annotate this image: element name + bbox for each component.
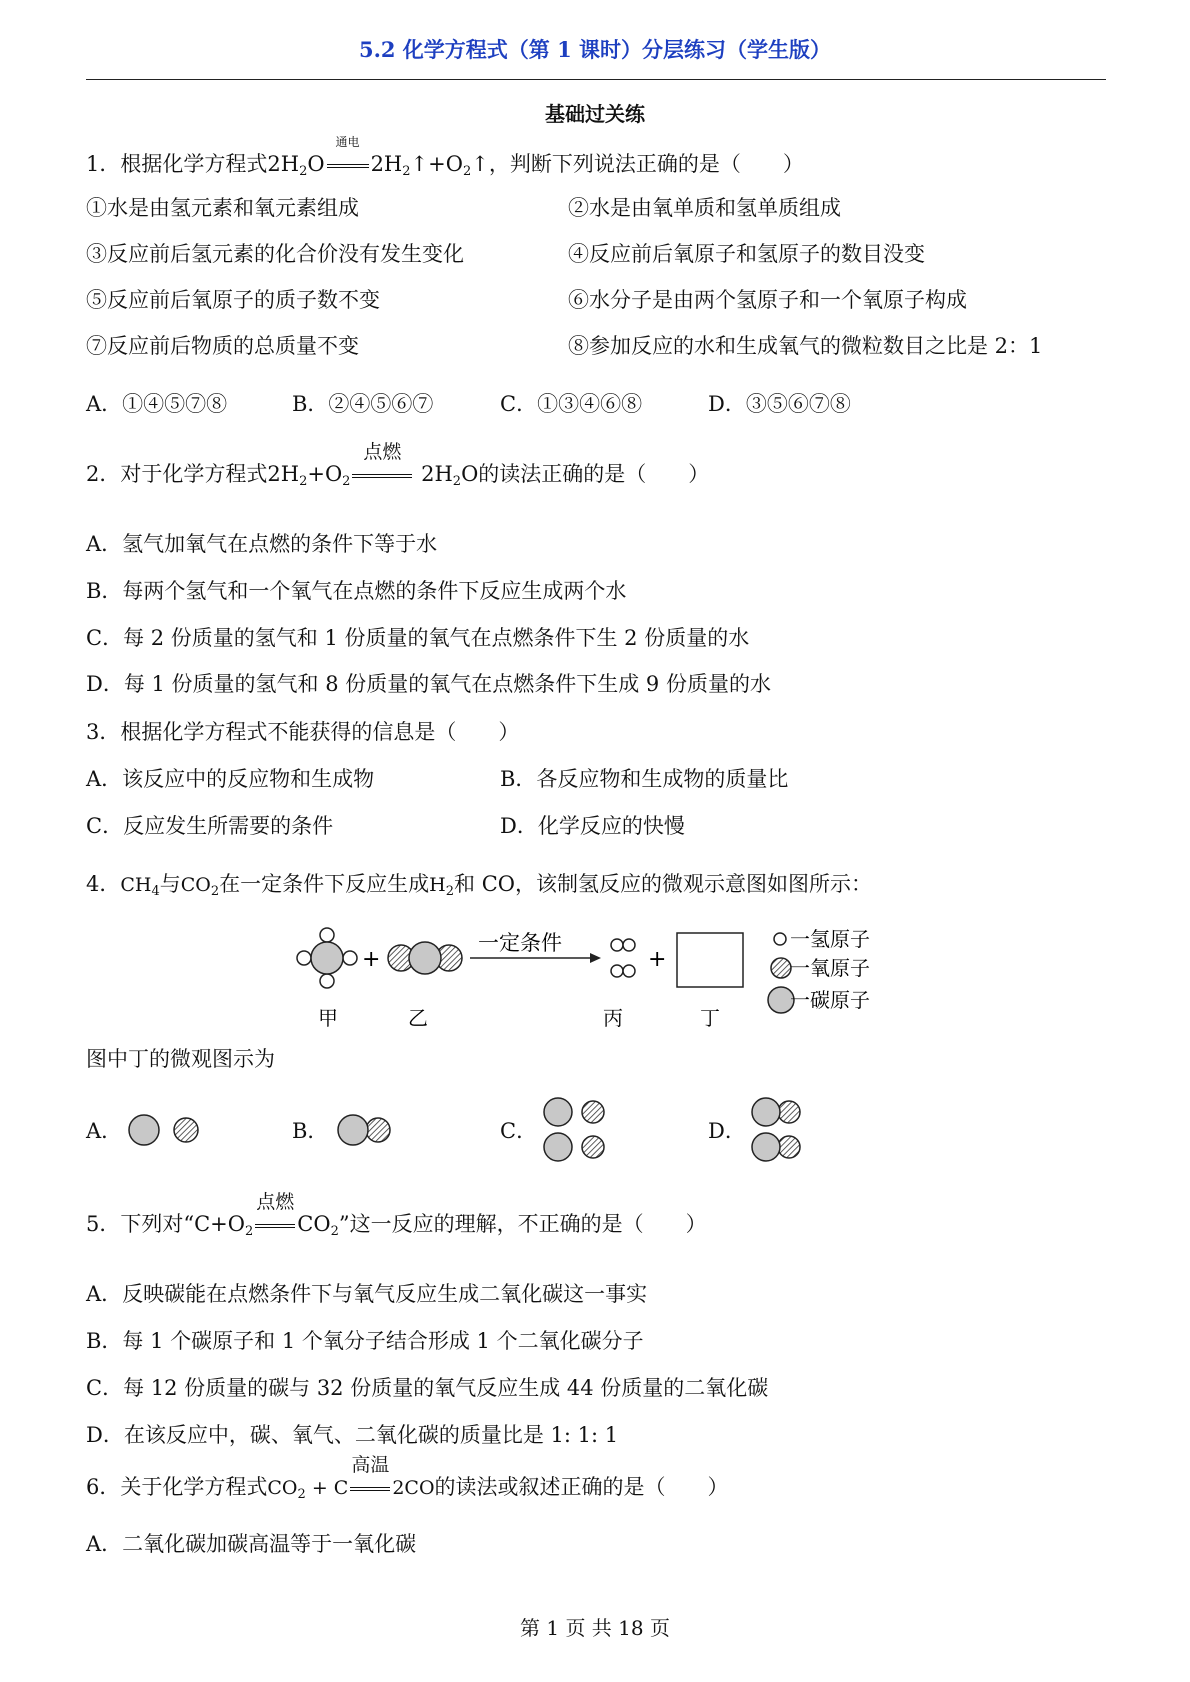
q2-stem: 2．对于化学方程式$2H_2+O_2$ 点燃 $2H_2O$的读法正确的是（ ） xyxy=(86,441,710,489)
carbon-dioxide-molecule xyxy=(388,942,462,974)
q1-option-c[interactable]: C．①③④⑥⑧ xyxy=(500,392,643,416)
unknown-box xyxy=(677,933,743,987)
q1-option-d[interactable]: D．③⑤⑥⑦⑧ xyxy=(708,392,851,416)
q1-condition: 通电 xyxy=(327,150,369,178)
q1-statement: ④反应前后氧原子和氢原子的数目没变 xyxy=(568,242,925,266)
q4-option-c[interactable]: C． xyxy=(500,1119,538,1143)
page-footer: 第 1 页 共 18 页 xyxy=(520,1616,670,1640)
q2-option-b[interactable]: B．每两个氢气和一个氧气在点燃的条件下反应生成两个水 xyxy=(86,579,627,603)
q4-option-b[interactable]: B． xyxy=(292,1119,329,1143)
svg-text:丁: 丁 xyxy=(700,1006,720,1030)
q1-statement: ①水是由氢元素和氧元素组成 xyxy=(86,196,359,220)
q6-option-a[interactable]: A．二氧化碳加碳高温等于一氧化碳 xyxy=(86,1532,417,1556)
header-rule xyxy=(86,79,1106,80)
q1-statement: ⑦反应前后物质的总质量不变 xyxy=(86,334,359,358)
q1-statement: ⑧参加反应的水和生成氧气的微粒数目之比是 2：1 xyxy=(568,334,1043,358)
q3-option-b[interactable]: B．各反应物和生成物的质量比 xyxy=(500,767,789,791)
q1-statement: ⑤反应前后氧原子的质子数不变 xyxy=(86,288,380,312)
q2-condition: 点燃 xyxy=(352,460,412,488)
q1-option-a[interactable]: A．①④⑤⑦⑧ xyxy=(86,392,228,416)
svg-text:+: + xyxy=(362,947,381,972)
svg-text:+: + xyxy=(648,947,667,972)
q4-question: 图中丁的微观图示为 xyxy=(86,1047,275,1071)
q3-stem: 3．根据化学方程式不能获得的信息是（ ） xyxy=(86,720,520,744)
q1-stem: 1．根据化学方程式$2H_2O$ 通电 $2H_2↑+O_2↑$，判断下列说法正确的是（ ） xyxy=(86,135,804,179)
q5-option-b[interactable]: B．每 1 个碳原子和 1 个氧分子结合形成 1 个二氧化碳分子 xyxy=(86,1329,644,1353)
section-title: 基础过关练 xyxy=(545,102,645,126)
legend-carbon: 一碳原子 xyxy=(790,988,870,1012)
legend-oxygen: 一氧原子 xyxy=(790,956,870,980)
q6-stem: 6．关于化学方程式$CO_2 + C$ 高温 2CO的读法或叙述正确的是（ ） xyxy=(86,1454,729,1502)
q2-option-a[interactable]: A．氢气加氧气在点燃的条件下等于水 xyxy=(86,532,438,556)
q4-stem: 4．$CH_4$与$CO_2$在一定条件下反应生成$H_2$和 CO，该制氢反应的微观示意图如图所示： xyxy=(86,872,872,899)
q1-statement: ③反应前后氢元素的化合价没有发生变化 xyxy=(86,242,464,266)
q4-option-c-image xyxy=(540,1094,620,1166)
q4-option-d-image xyxy=(748,1094,818,1166)
q1-option-b[interactable]: B．②④⑤⑥⑦ xyxy=(292,392,434,416)
q5-condition: 点燃 xyxy=(255,1210,295,1238)
q4-option-b-image xyxy=(333,1110,403,1150)
q5-option-c[interactable]: C．每 12 份质量的碳与 32 份质量的氧气反应生成 44 份质量的二氧化碳 xyxy=(86,1376,769,1400)
legend-hydrogen: 一氢原子 xyxy=(790,927,870,951)
hydrogen-molecules xyxy=(611,939,635,977)
svg-text:丙: 丙 xyxy=(603,1006,623,1030)
reaction-diagram xyxy=(290,925,910,1045)
q5-option-d[interactable]: D．在该反应中，碳、氧气、二氧化碳的质量比是 1: 1: 1 xyxy=(86,1423,619,1447)
q4-option-a-image xyxy=(126,1110,206,1150)
q6-condition: 高温 xyxy=(350,1473,390,1501)
q1-statement: ②水是由氧单质和氢单质组成 xyxy=(568,196,841,220)
methane-molecule xyxy=(297,928,357,988)
q5-stem: 5．下列对“$C+O_2$ 点燃 $CO_2$”这一反应的理解，不正确的是（ ） xyxy=(86,1191,707,1239)
arrow-label: 一定条件 xyxy=(478,931,562,955)
q2-option-d[interactable]: D．每 1 份质量的氢气和 8 份质量的氧气在点燃条件下生成 9 份质量的水 xyxy=(86,672,771,696)
page-title: 5.2 化学方程式（第 1 课时）分层练习（学生版） xyxy=(358,37,832,62)
q3-option-d[interactable]: D．化学反应的快慢 xyxy=(500,814,685,838)
q4-option-d[interactable]: D． xyxy=(708,1119,746,1143)
svg-text:甲: 甲 xyxy=(318,1006,338,1030)
q3-option-c[interactable]: C．反应发生所需要的条件 xyxy=(86,814,334,838)
q4-option-a[interactable]: A． xyxy=(86,1119,123,1143)
q2-option-c[interactable]: C．每 2 份质量的氢气和 1 份质量的氧气在点燃条件下生 2 份质量的水 xyxy=(86,626,750,650)
q1-statement: ⑥水分子是由两个氢原子和一个氧原子构成 xyxy=(568,288,967,312)
q5-option-a[interactable]: A．反映碳能在点燃条件下与氧气反应生成二氧化碳这一事实 xyxy=(86,1282,648,1306)
svg-text:乙: 乙 xyxy=(408,1006,428,1030)
q3-option-a[interactable]: A．该反应中的反应物和生成物 xyxy=(86,767,375,791)
